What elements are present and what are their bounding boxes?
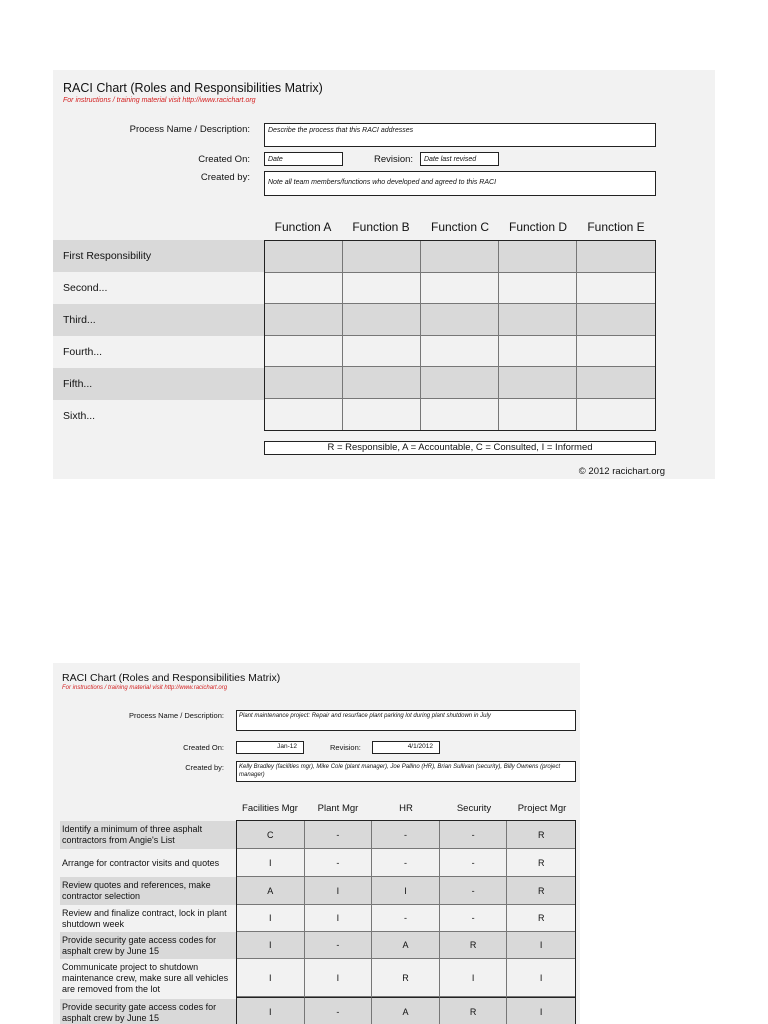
task-label: Review and finalize contract, lock in plant shutdown week <box>62 907 227 929</box>
raci-cell[interactable]: R <box>440 997 508 1024</box>
grid-cell[interactable] <box>265 336 343 368</box>
raci-cell[interactable]: R <box>507 905 575 932</box>
grid-cell[interactable] <box>577 241 655 273</box>
raci-cell[interactable]: - <box>305 997 373 1024</box>
grid-cell[interactable] <box>343 304 421 336</box>
raci-cell[interactable]: I <box>507 959 575 997</box>
grid-cell[interactable] <box>265 241 343 273</box>
raci-cell[interactable]: - <box>440 877 508 905</box>
raci-legend: R = Responsible, A = Accountable, C = Consulted, I = Informed <box>264 441 656 455</box>
grid-cell[interactable] <box>499 367 577 399</box>
grid-cell[interactable] <box>421 336 499 368</box>
responsibility-label: First Responsibility <box>53 240 264 272</box>
raci-cell[interactable]: A <box>372 932 440 959</box>
raci-cell[interactable]: - <box>440 821 508 849</box>
instructions-link[interactable]: For instructions / training material visit http://www.racichart.org <box>63 97 256 104</box>
raci-cell[interactable]: I <box>305 905 373 932</box>
raci-template-sheet <box>53 70 715 479</box>
raci-cell[interactable]: I <box>237 905 305 932</box>
revision-label: Revision: <box>374 154 414 165</box>
sheet-title: RACI Chart (Roles and Responsibilities Matrix) <box>62 672 281 684</box>
created-by-field[interactable]: Kelly Bradley (facilities mgr), Mike Cole (plant manager), Joe Pallino (HR), Brian Sullivan (security), Billy Ownens (project manager) <box>236 761 576 782</box>
process-field[interactable]: Plant maintenance project: Repair and resurface plant parking lot during plant shutdown in July <box>236 710 576 731</box>
function-header: Function C <box>430 220 490 234</box>
grid-cell[interactable] <box>499 241 577 273</box>
revision-field[interactable]: Date last revised <box>420 152 499 166</box>
process-field[interactable]: Describe the process that this RACI addresses <box>264 123 656 147</box>
grid-cell[interactable] <box>577 273 655 305</box>
grid-cell[interactable] <box>421 241 499 273</box>
raci-cell[interactable]: I <box>440 959 508 997</box>
function-header: Project Mgr <box>517 803 567 814</box>
raci-cell[interactable]: C <box>237 821 305 849</box>
grid-cell[interactable] <box>343 241 421 273</box>
raci-cell[interactable]: - <box>372 821 440 849</box>
raci-cell[interactable]: A <box>237 877 305 905</box>
responsibility-label: Fourth... <box>63 346 103 358</box>
raci-grid <box>264 240 656 431</box>
function-header: Function B <box>352 220 410 234</box>
created-on-field[interactable]: Date <box>264 152 343 166</box>
raci-cell[interactable]: - <box>372 849 440 877</box>
grid-cell[interactable] <box>421 273 499 305</box>
copyright: © 2012 racichart.org <box>578 466 665 477</box>
created-by-label: Created by: <box>185 763 224 772</box>
function-header: Security <box>456 803 492 814</box>
function-header: Function E <box>587 220 645 234</box>
raci-cell[interactable]: - <box>305 932 373 959</box>
created-on-label: Created On: <box>183 743 224 752</box>
grid-cell[interactable] <box>577 304 655 336</box>
process-label: Process Name / Description: <box>128 711 224 720</box>
responsibility-label: Sixth... <box>63 410 96 422</box>
raci-cell[interactable]: I <box>305 959 373 997</box>
grid-cell[interactable] <box>499 336 577 368</box>
raci-cell[interactable]: - <box>440 849 508 877</box>
grid-cell[interactable] <box>265 399 343 431</box>
raci-cell[interactable]: I <box>237 959 305 997</box>
sheet-title: RACI Chart (Roles and Responsibilities Matrix) <box>63 81 323 95</box>
grid-cell[interactable] <box>421 304 499 336</box>
raci-cell[interactable]: - <box>305 849 373 877</box>
raci-cell[interactable]: - <box>372 905 440 932</box>
raci-cell[interactable]: R <box>440 932 508 959</box>
raci-cell[interactable]: R <box>507 877 575 905</box>
grid-cell[interactable] <box>577 367 655 399</box>
raci-cell[interactable]: R <box>507 821 575 849</box>
function-header: Function D <box>508 220 568 234</box>
raci-cell[interactable]: R <box>507 849 575 877</box>
grid-cell[interactable] <box>499 304 577 336</box>
raci-cell[interactable]: I <box>507 932 575 959</box>
responsibility-label: Third... <box>53 304 264 336</box>
grid-cell[interactable] <box>577 336 655 368</box>
task-label: Identify a minimum of three asphalt contractors from Angie's List <box>60 821 236 849</box>
created-on-label: Created On: <box>198 154 250 165</box>
grid-cell[interactable] <box>499 273 577 305</box>
grid-cell[interactable] <box>577 399 655 431</box>
grid-cell[interactable] <box>421 367 499 399</box>
revision-field[interactable]: 4/1/2012 <box>372 741 440 754</box>
created-on-field[interactable]: Jan-12 <box>236 741 304 754</box>
process-label: Process Name / Description: <box>129 124 250 135</box>
raci-cell[interactable]: I <box>507 997 575 1024</box>
raci-cell[interactable]: I <box>305 877 373 905</box>
raci-cell[interactable]: I <box>237 932 305 959</box>
raci-grid <box>236 820 576 1024</box>
raci-cell[interactable]: I <box>372 877 440 905</box>
task-label: Arrange for contractor visits and quotes <box>62 857 220 868</box>
grid-cell[interactable] <box>343 336 421 368</box>
grid-cell[interactable] <box>343 399 421 431</box>
grid-cell[interactable] <box>265 273 343 305</box>
responsibility-label: Second... <box>63 282 108 294</box>
raci-cell[interactable]: I <box>237 997 305 1024</box>
instructions-link[interactable]: For instructions / training material visit http://www.racichart.org <box>62 685 228 691</box>
grid-cell[interactable] <box>499 399 577 431</box>
raci-example-sheet <box>53 663 580 1024</box>
function-header: Facilities Mgr <box>242 803 298 814</box>
grid-cell[interactable] <box>343 273 421 305</box>
task-label: Communicate project to shutdown maintenance crew, make sure all vehicles are removed from the lot <box>62 961 229 994</box>
raci-cell[interactable]: - <box>440 905 508 932</box>
task-label: Provide security gate access codes for asphalt crew by June 15 <box>60 932 236 959</box>
responsibility-label: Fifth... <box>53 368 264 400</box>
function-header: Plant Mgr <box>317 803 359 814</box>
revision-label: Revision: <box>330 743 361 752</box>
grid-cell[interactable] <box>265 367 343 399</box>
created-by-field[interactable]: Note all team members/functions who developed and agreed to this RACI <box>264 171 656 196</box>
function-header: Function A <box>274 220 332 234</box>
raci-cell[interactable]: I <box>237 849 305 877</box>
raci-cell[interactable]: R <box>372 959 440 997</box>
function-header: HR <box>399 803 413 814</box>
grid-cell[interactable] <box>421 399 499 431</box>
created-by-label: Created by: <box>200 172 250 183</box>
grid-cell[interactable] <box>343 367 421 399</box>
task-label: Review quotes and references, make contractor selection <box>60 877 236 905</box>
raci-cell[interactable]: A <box>372 997 440 1024</box>
raci-cell[interactable]: - <box>305 821 373 849</box>
grid-cell[interactable] <box>265 304 343 336</box>
task-label: Provide security gate access codes for asphalt crew by June 15 <box>60 999 236 1024</box>
